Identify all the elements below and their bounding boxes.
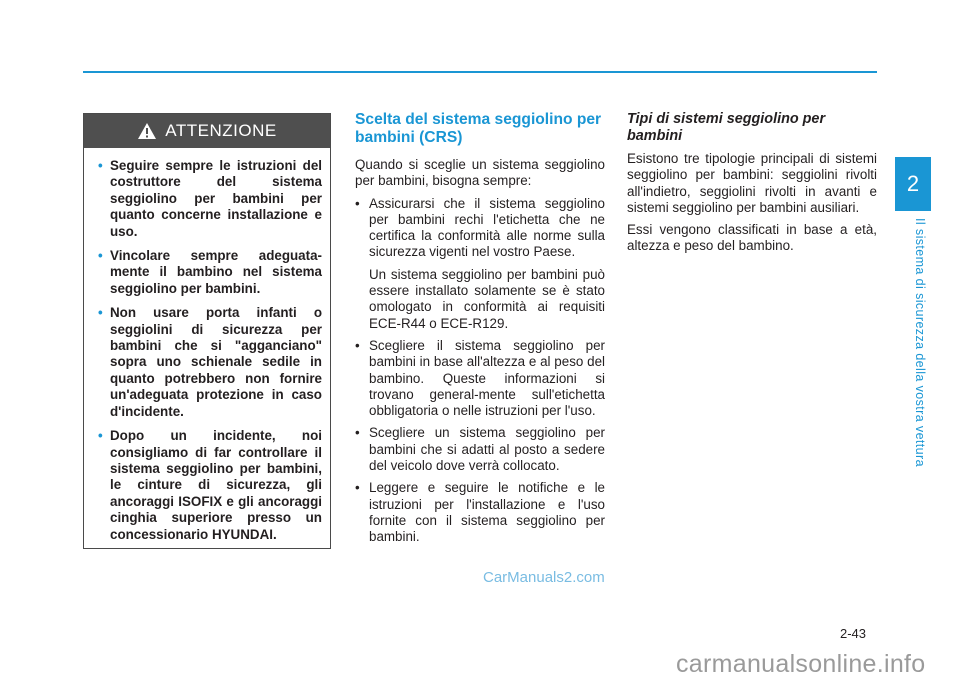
subsection-title: Tipi di sistemi seggiolino per bambini: [627, 111, 826, 144]
watermark-carmanualsonline: carmanualsonline.info: [676, 650, 926, 678]
warning-item: • Seguire sempre le istruzioni del costruttore del sistema seggiolino per bambini per quanto concerne installazione e uso.: [98, 158, 322, 239]
warning-item: • Non usare porta infanti o seggiolini di sicurezza per bambini che si "agganciano" sopra uno schienale sedile in quanto potrebbero non fornire un'adeguata protezione in caso d'incidente.: [98, 305, 322, 419]
header-rule: [83, 71, 877, 73]
crs-types-column: [627, 111, 877, 261]
warning-list: [84, 148, 330, 543]
crs-selection-column: [355, 111, 605, 552]
section-title: Scelta del sistema seggiolino per bambini (CRS): [355, 111, 602, 146]
list-item: • Scegliere il sistema seggiolino per bambini in base all'altezza e al peso del bambino. Queste informazioni si trovano general-mente sull'etichetta obbligatoria o nelle istruzioni per l'uso.: [355, 337, 605, 419]
section-intro: Quando si sceglie un sistema seggiolino per bambini, bisogna sempre:: [355, 157, 605, 189]
selection-bullets: [355, 196, 605, 546]
watermark-carmanuals2: CarManuals2.com: [483, 569, 605, 586]
types-paragraph: Essi vengono classificati in base a età, altezza e peso del bambino.: [627, 222, 877, 254]
chapter-title: Il sistema di sicurezza della vostra vettura: [913, 218, 927, 467]
bullet: •: [355, 195, 360, 211]
list-item: • Leggere e seguire le notifiche e le istruzioni per l'installazione e l'uso fornite con il sistema seggiolino per bambini.: [355, 480, 605, 545]
bullet: •: [98, 248, 103, 264]
warning-title: ATTENZIONE: [165, 121, 277, 140]
list-item: • Scegliere un sistema seggiolino per bambini che si adatti al posto a sedere del veicolo dove verrà collocato.: [355, 425, 605, 474]
warning-header: [84, 114, 330, 148]
bullet: •: [355, 337, 360, 353]
chapter-tab: 2: [895, 157, 931, 211]
bullet: •: [98, 305, 103, 321]
bullet: •: [355, 425, 360, 441]
bullet: •: [98, 428, 103, 444]
page-number: 2-43: [840, 626, 867, 641]
types-paragraph: Esistono tre tipologie principali di sistemi seggiolino per bambini: seggiolini rivolti all'indietro, seggiolini rivolti in avanti e sistemi seggiolino per bambini ausiliari.: [627, 151, 877, 215]
warning-item: • Dopo un incidente, noi consigliamo di far controllare il sistema seggiolino per bambini, le cinture di sicurezza, gli ancoraggi ISOFIX e gli ancoraggi cinghia superiore presso un concessionario HYUNDAI.: [98, 428, 322, 542]
bullet: •: [355, 480, 360, 496]
list-item-note: Un sistema seggiolino per bambini può essere installato solamente se è stato omologato in conformità ai requisiti ECE-R44 o ECE-R129.: [369, 266, 605, 331]
warning-triangle-icon: [137, 122, 157, 140]
warning-item: • Vincolare sempre adeguata-mente il bambino nel sistema seggiolino per bambini.: [98, 248, 322, 296]
bullet: •: [98, 158, 103, 173]
list-item: • Assicurarsi che il sistema seggiolino per bambini rechi l'etichetta che ne certifica la conformità alle norme sulla sicurezza vigenti nel vostro Paese. Un sistema seggiolino per bambini può essere installato solamente se è stato omologato in conformità ai requisiti ECE-R44 o ECE-R129.: [355, 195, 605, 331]
warning-box: [83, 113, 331, 549]
